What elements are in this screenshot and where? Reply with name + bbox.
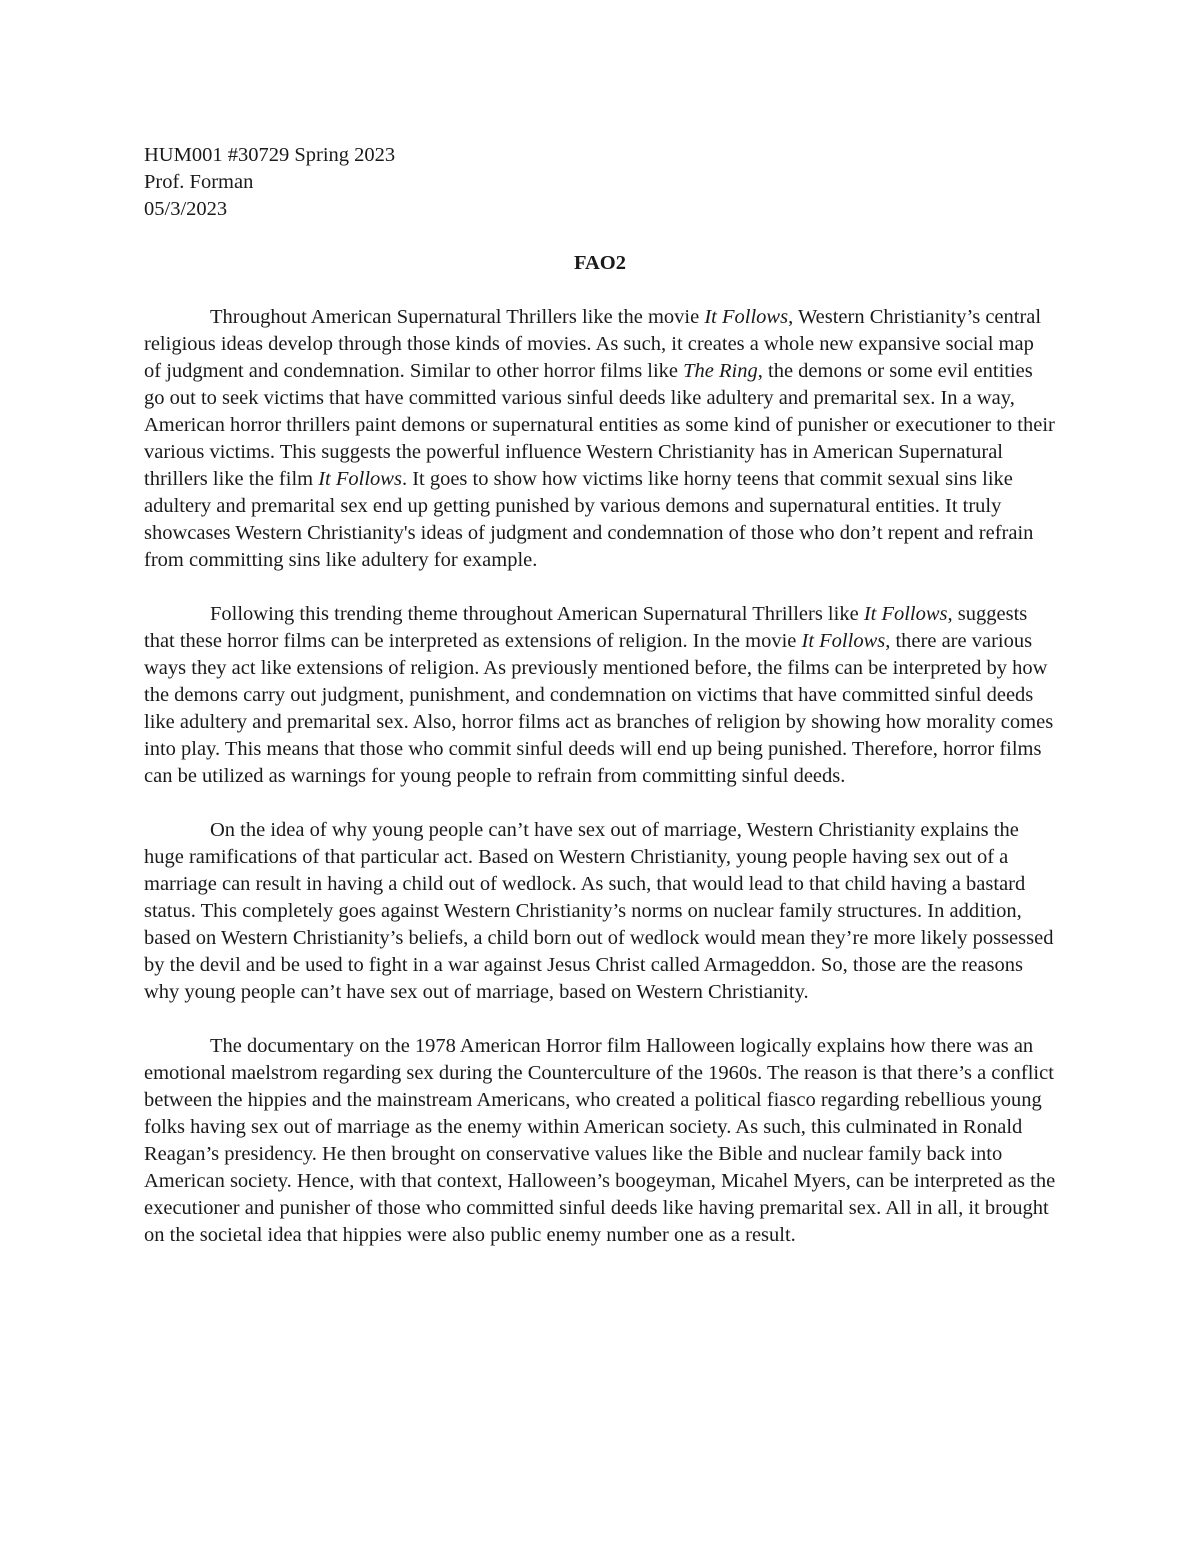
paragraph-text: . It goes to show how victims like horny teens that commit sexual sins like adultery and premarital sex end up getting punished by various demons and supernatural entities. It truly showcases Western Christianity's ideas of judgment and condemnation of those who don’t repent and refrain from committing sins like adultery for example. bbox=[144, 468, 1034, 571]
course-line: HUM001 #30729 Spring 2023 bbox=[144, 144, 396, 166]
paragraph-1 bbox=[144, 304, 1056, 574]
paragraph-2 bbox=[144, 601, 1056, 790]
italic-title-text: It Follows bbox=[801, 630, 886, 652]
paragraph-text: , the demons or some evil entities go out to seek victims that have committed various sinful deeds like adultery and premarital sex. In a way, American horror thrillers paint demons or supernatural entities as some kind of punisher or executioner to their various victims. This suggests the powerful influence Western Christianity has in American Supernatural thrillers like the film bbox=[144, 360, 1055, 490]
document-page bbox=[144, 142, 1056, 1276]
italic-title-text: It Follows bbox=[318, 468, 402, 490]
paragraph-text: On the idea of why young people can’t have sex out of marriage, Western Christianity explains the huge ramifications of that particular act. Based on Western Christianity, young people having sex out of a marriage can result in having a child out of wedlock. As such, that would lead to that child having a bastard status. This completely goes against Western Christianity’s norms on nuclear family structures. In addition, based on Western Christianity’s beliefs, a child born out of wedlock would mean they’re more likely possessed by the devil and be used to fight in a war against Jesus Christ called Armageddon. So, those are the reasons why young people can’t have sex out of marriage, based on Western Christianity. bbox=[144, 819, 1054, 1003]
document-title: FAO2 bbox=[573, 252, 626, 274]
paragraph-text: , Western Christianity’s central religious ideas develop through those kinds of movies. As such, it creates a whole new expansive social map of judgment and condemnation. Similar to other horror films like bbox=[144, 306, 1042, 382]
paragraph-text: Following this trending theme throughout American Supernatural Thrillers like bbox=[210, 603, 864, 625]
paragraph-text: The documentary on the 1978 American Horror film Halloween logically explains how there was an emotional maelstrom regarding sex during the Counterculture of the 1960s. The reason is that there’s a conflict between the hippies and the mainstream Americans, who created a political fiasco regarding rebellious young folks having sex out of marriage as the enemy within American society. As such, this culminated in Ronald Reagan’s presidency. He then brought on conservative values like the Bible and nuclear family back into American society. Hence, with that context, Halloween’s boogeyman, Micahel Myers, can be interpreted as the executioner and punisher of those who committed sinful deeds like having premarital sex. All in all, it brought on the societal idea that hippies were also public enemy number one as a result. bbox=[144, 1035, 1056, 1246]
italic-title-text: It Follows bbox=[704, 306, 789, 328]
italic-title-text: The Ring bbox=[683, 360, 758, 382]
paragraph-text: Throughout American Supernatural Thrillers like the movie bbox=[210, 306, 705, 328]
paragraph-4 bbox=[144, 1033, 1056, 1249]
professor-line: Prof. Forman bbox=[144, 171, 254, 193]
paragraph-text: , there are various ways they act like extensions of religion. As previously mentioned before, the films can be interpreted by how the demons carry out judgment, punishment, and condemnation on victims that have committed sinful deeds like adultery and premarital sex. Also, horror films act as branches of religion by showing how morality comes into play. This means that those who commit sinful deeds will end up being punished. Therefore, horror films can be utilized as warnings for young people to refrain from committing sinful deeds. bbox=[144, 630, 1054, 787]
italic-title-text: It Follows bbox=[863, 603, 948, 625]
paragraph-text: , suggests that these horror films can be interpreted as extensions of religion. In the movie bbox=[144, 603, 1028, 652]
paragraph-3 bbox=[144, 817, 1056, 1006]
date-line: 05/3/2023 bbox=[144, 198, 228, 220]
